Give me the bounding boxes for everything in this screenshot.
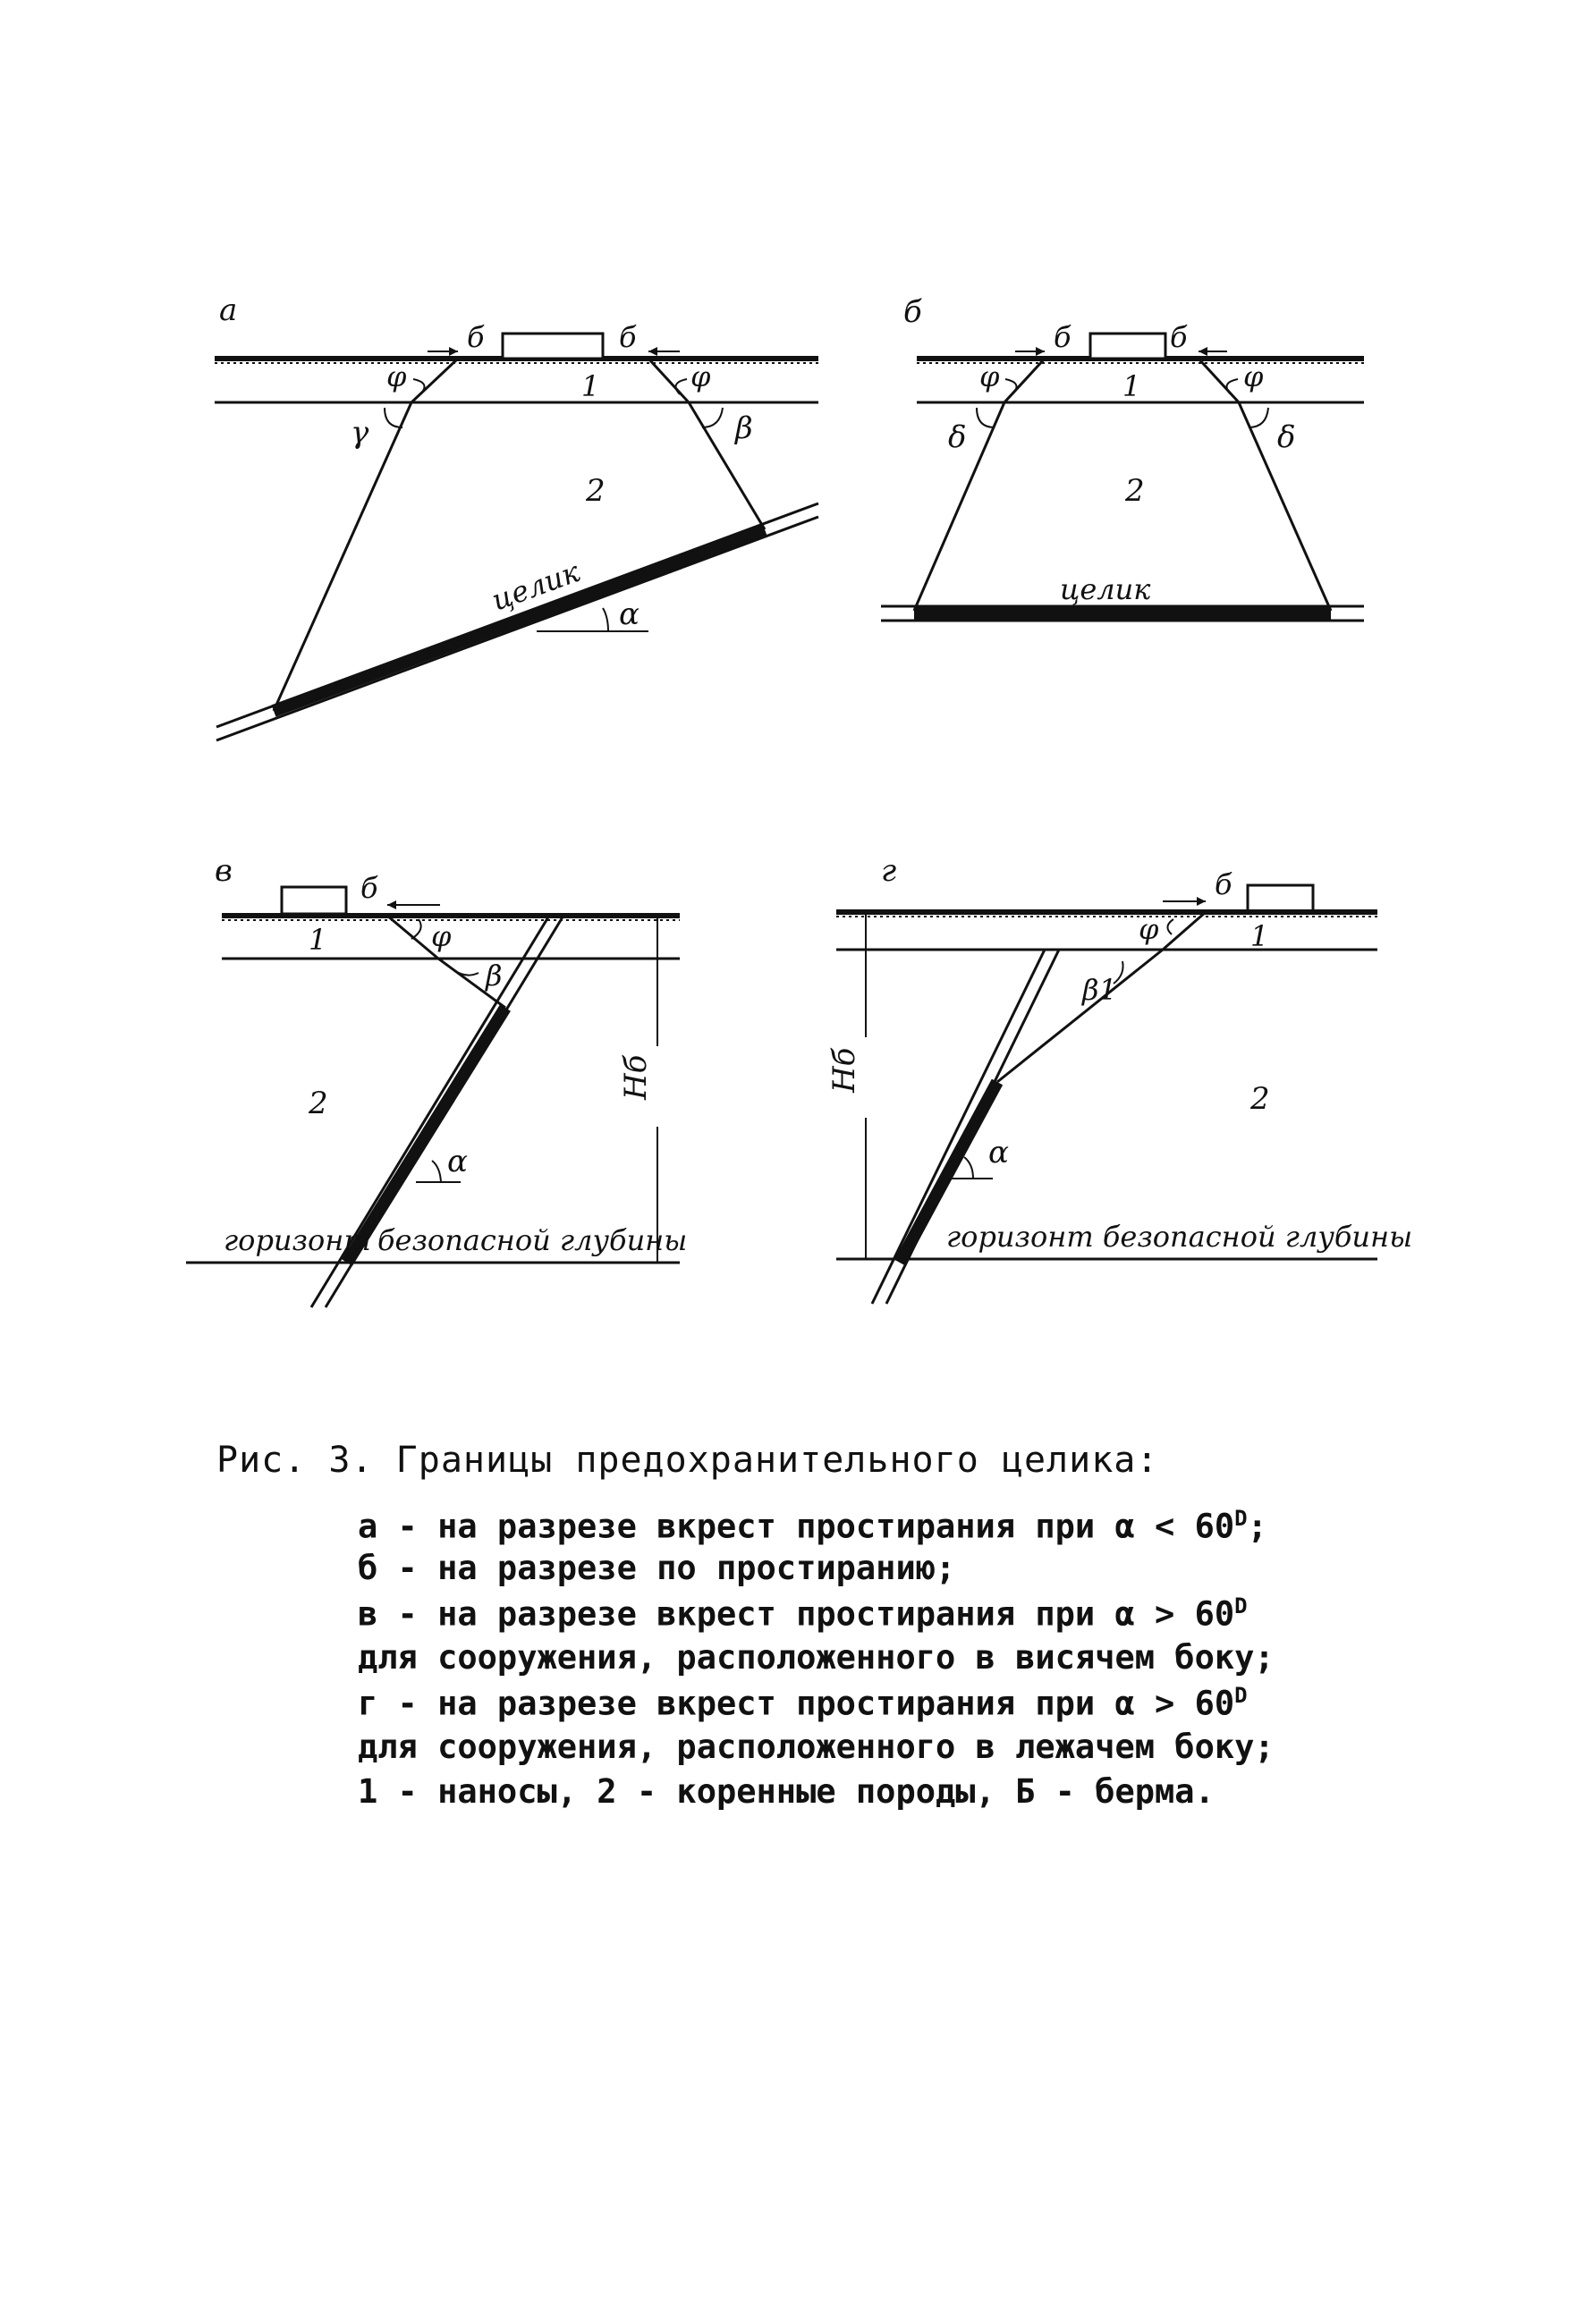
panel-a-seam-bottom xyxy=(216,517,818,740)
panel-b-berm-left: б xyxy=(1054,320,1072,354)
panel-b-berm-arrowhead-right xyxy=(1199,347,1207,356)
panel-b-pillar-label: целик xyxy=(1060,572,1151,606)
panel-v-alpha: α xyxy=(447,1144,468,1179)
panel-b-delta-right: δ xyxy=(1277,419,1296,455)
panel-v-layer-2: 2 xyxy=(309,1086,328,1121)
panel-g-berm: б xyxy=(1215,867,1232,901)
panel-v-berm-arrowhead xyxy=(387,900,396,909)
caption-line-g2: для сооружения, расположенного в лежачем боку; xyxy=(358,1728,1275,1766)
panel-a-alpha: α xyxy=(619,596,640,632)
panel-v-letter: в xyxy=(215,853,233,889)
panel-v-alpha-arc xyxy=(432,1161,441,1182)
panel-g-alpha: α xyxy=(988,1135,1009,1170)
panel-a-berm-arrowhead-right xyxy=(648,347,657,356)
panel-v-horizon-word1: горизонт xyxy=(224,1223,371,1257)
caption-line-v-degree: D xyxy=(1234,1593,1248,1618)
panel-b-phi-right: φ xyxy=(1243,359,1264,393)
panel-a-beta-arc xyxy=(702,408,723,427)
panel-b-letter: б xyxy=(903,294,922,330)
panel-v-horizon-word2: безопасной глубины xyxy=(377,1223,688,1257)
panel-v-depth: Нб xyxy=(618,1054,654,1100)
panel-a-gamma-arc xyxy=(385,408,402,427)
panel-v xyxy=(186,853,687,1307)
panel-g-phi: φ xyxy=(1139,912,1159,946)
panel-g-horizon: горизонт безопасной глубины xyxy=(946,1220,1413,1254)
panel-a-gamma: γ xyxy=(351,415,369,451)
panel-g-berm-arrowhead xyxy=(1197,897,1206,906)
caption-line-g-text: г - на разрезе вкрест простирания при α > 60 xyxy=(358,1684,1235,1723)
caption-line-v2: для сооружения, расположенного в висячем боку; xyxy=(358,1638,1275,1677)
panel-a-phi-right: φ xyxy=(690,359,711,393)
panel-v-phi: φ xyxy=(431,919,452,953)
panel-b-phi-left: φ xyxy=(979,359,1000,393)
caption-line-b: б - на разрезе по простиранию; xyxy=(358,1549,956,1587)
panel-g-alpha-arc xyxy=(964,1157,973,1179)
panel-a-letter: а xyxy=(219,292,238,328)
panel-a-phi-left: φ xyxy=(386,359,407,393)
panel-a-phi-arc-right xyxy=(676,379,688,394)
panel-v-layer-1: 1 xyxy=(309,923,327,957)
panel-b-berm-right: б xyxy=(1170,320,1188,354)
caption-legend: 1 - наносы, 2 - коренные породы, Б - берма. xyxy=(358,1772,1215,1811)
panel-v-berm: б xyxy=(360,871,378,905)
panel-g-building xyxy=(1248,885,1313,912)
panel-b-building xyxy=(1090,334,1165,359)
panel-b-delta-left: δ xyxy=(948,419,967,455)
panel-a-pillar-fill xyxy=(274,529,765,711)
panel-a-berm-right: б xyxy=(619,320,637,354)
panel-g-beta1: β1 xyxy=(1082,973,1117,1007)
panel-b-berm-arrowhead-left xyxy=(1036,347,1045,356)
caption-line-g-degree: D xyxy=(1234,1683,1248,1708)
caption-title: Рис. 3. Границы предохранительного целика: xyxy=(216,1440,1159,1481)
caption-line-a-text: а - на разрезе вкрест простирания при α < 60 xyxy=(358,1507,1235,1546)
panel-g-layer-2: 2 xyxy=(1250,1081,1270,1117)
panel-a xyxy=(215,292,818,740)
panel-a-layer-2: 2 xyxy=(586,473,606,509)
caption-line-a-end: ; xyxy=(1247,1507,1267,1546)
panel-b xyxy=(881,294,1364,621)
panel-a-layer-1: 1 xyxy=(581,369,600,403)
caption-line-a-degree: D xyxy=(1234,1506,1248,1531)
panel-b-phi-arc-right xyxy=(1227,379,1239,394)
panel-b-layer-1: 1 xyxy=(1122,369,1141,403)
panel-v-beta: β xyxy=(486,959,503,993)
panel-g-phi-arc xyxy=(1167,919,1173,934)
panel-a-berm-arrowhead-left xyxy=(449,347,458,356)
panel-g-letter: г xyxy=(881,853,897,889)
panel-b-delta-arc-left xyxy=(977,408,995,427)
panel-a-phi-arc-left xyxy=(413,379,425,394)
panel-b-left-boundary xyxy=(914,359,1045,611)
panel-b-delta-arc-right xyxy=(1249,408,1268,427)
panel-a-berm-left: б xyxy=(467,320,485,354)
panel-g xyxy=(826,853,1412,1304)
panel-v-building xyxy=(282,887,346,914)
panel-g-layer-1: 1 xyxy=(1250,919,1269,953)
panel-b-layer-2: 2 xyxy=(1125,473,1145,509)
panel-a-beta: β xyxy=(735,410,753,446)
panel-v-beta-arc xyxy=(452,968,479,976)
panel-a-pillar-label: целик xyxy=(487,554,584,618)
panel-g-depth: Нб xyxy=(826,1047,862,1093)
panel-b-phi-arc-left xyxy=(1005,379,1017,394)
caption-line-v-text: в - на разрезе вкрест простирания при α > 60 xyxy=(358,1594,1235,1634)
panel-a-building xyxy=(503,334,603,359)
panel-b-right-boundary xyxy=(1199,359,1331,611)
panel-a-alpha-arc xyxy=(603,608,608,631)
